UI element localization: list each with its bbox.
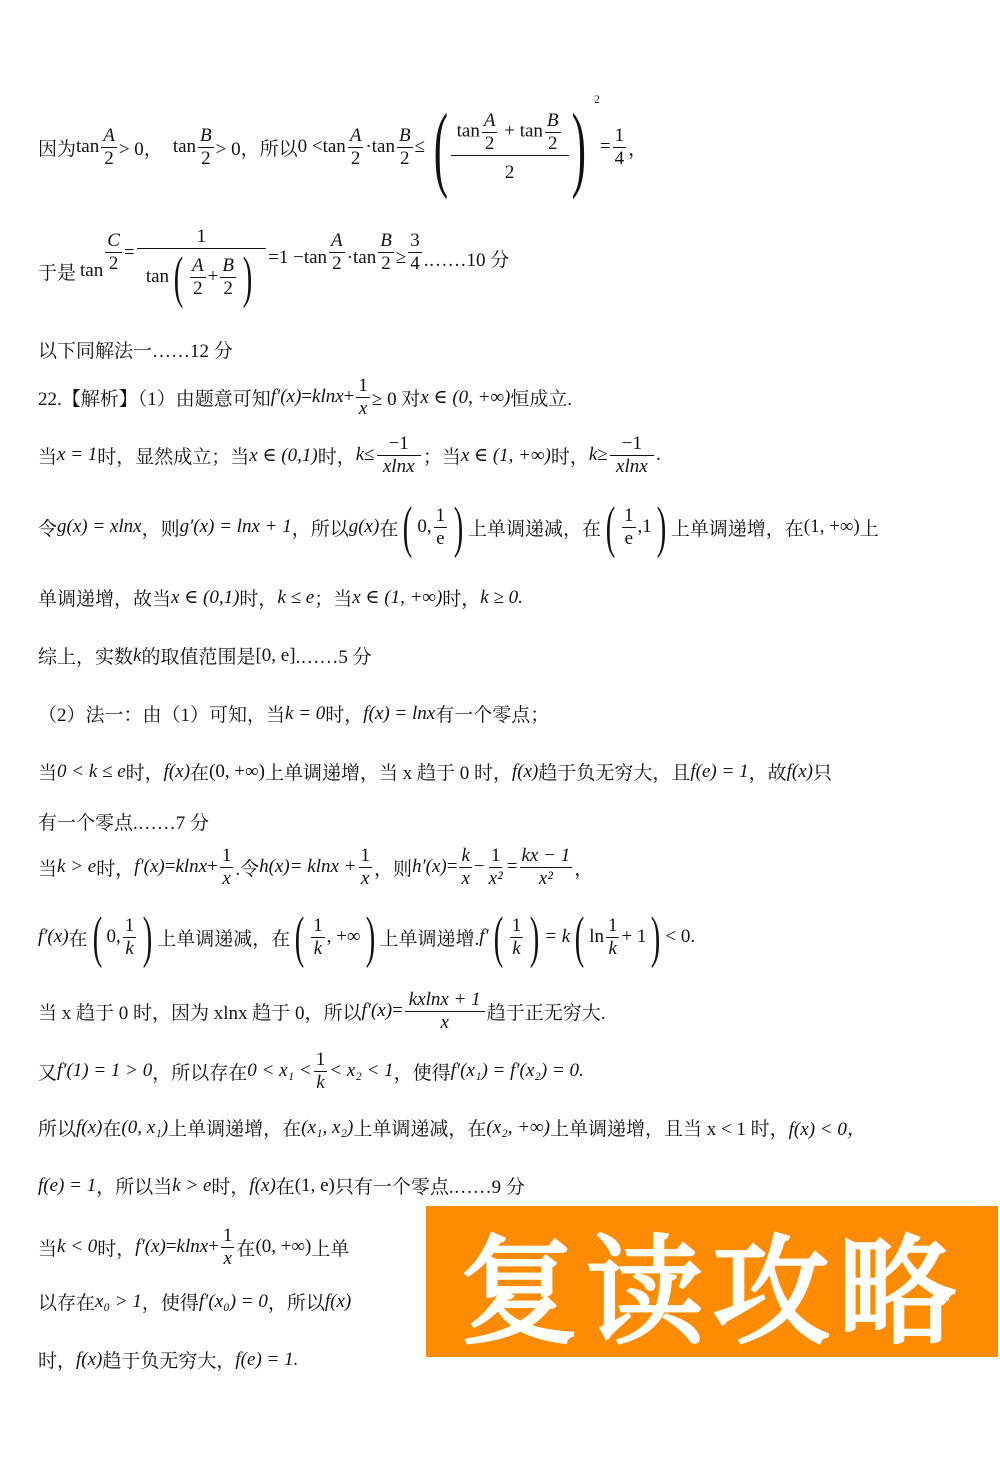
math: f′(x) bbox=[270, 386, 302, 407]
text: 令 bbox=[38, 518, 58, 540]
text: 趋于负无穷大，且 bbox=[538, 763, 691, 784]
text: 上单调递增，当 x 趋于 0 时， bbox=[264, 763, 512, 784]
line-2: 于是 tan $\frac{C}{2}$ = 1 tan ( $\frac{A}{2}$ + $\frac{B}{2}$ ) = 1 − tan $\frac{A}{2}$ · tan $\frac{B}{2}$ ≥ $\frac{3}{4}$ .……10 分 bbox=[38, 226, 510, 309]
tan: tan bbox=[76, 136, 100, 157]
text: 因为 bbox=[38, 138, 77, 160]
text: 于是 bbox=[38, 262, 77, 284]
math: f′(x) bbox=[135, 1236, 166, 1257]
math: g(x) bbox=[348, 516, 380, 537]
text: 又 bbox=[38, 1062, 58, 1084]
math: f′(x) bbox=[361, 1000, 393, 1021]
line-11 bbox=[38, 808, 209, 835]
text: · bbox=[346, 247, 353, 269]
math: f′(x) bbox=[38, 926, 69, 947]
math: g′(x) = lnx + 1 bbox=[179, 516, 292, 537]
text: ，则 bbox=[374, 858, 413, 880]
math: f(x) bbox=[249, 1174, 276, 1196]
math: (0, x₁) bbox=[121, 1116, 169, 1138]
math: = k bbox=[544, 926, 571, 947]
text: 所以 bbox=[38, 1119, 77, 1140]
line-19 bbox=[38, 1288, 351, 1315]
watermark-text: 复读攻略 bbox=[459, 1222, 964, 1361]
text: ，使得 bbox=[393, 1062, 451, 1084]
math: f(x) bbox=[511, 760, 539, 782]
text: 的取值范围是 bbox=[141, 647, 256, 668]
line-6: 令 g(x) = xlnx ，则 g′(x) = lnx + 1 ，所以 g(x) 在 ( 0, $\frac{1}{e}$ ) 上单调递减，在 ( $\frac{1}{e}$ ,1 ) 上单调递增，在 (1, +∞) 上 bbox=[38, 495, 879, 559]
text: 时， bbox=[239, 589, 278, 610]
line-15: 又 f′(1) = 1 > 0 ，所以存在 0 < x₁ < $\frac{1}{k}$ < x₂ < 1 ，使得 f′(x₁) = f′(x₂) = 0. bbox=[38, 1048, 584, 1093]
line-9 bbox=[38, 700, 549, 727]
tan: tan bbox=[322, 136, 346, 157]
text: = bbox=[165, 1236, 177, 1257]
text: > 0， bbox=[215, 138, 260, 160]
math: 0 < x₁ < bbox=[247, 1060, 312, 1081]
math: 0, bbox=[417, 516, 432, 537]
text: 在 bbox=[68, 928, 88, 950]
fraction: $\frac{C}{2}$ bbox=[107, 230, 120, 274]
text: 时， bbox=[442, 589, 481, 610]
line-10 bbox=[38, 758, 832, 785]
math: klnx bbox=[312, 386, 344, 407]
line-18: 当 k < 0 时， f′(x) = klnx + $\frac{1}{x}$ 在 (0, +∞) 上单 bbox=[38, 1224, 350, 1269]
line-7 bbox=[38, 584, 523, 611]
text: 所以 bbox=[259, 138, 298, 160]
score-marker: .……5 分 bbox=[295, 647, 372, 668]
math: h′(x) bbox=[412, 856, 447, 877]
math: f(x) bbox=[76, 1348, 103, 1370]
text: · bbox=[365, 136, 372, 157]
line-14: 当 x 趋于 0 时，因为 xlnx 趋于 0，所以 f′(x) = $\frac{kxlnx + 1}{x}$ 趋于正无穷大. bbox=[38, 988, 606, 1033]
math: (1, +∞) bbox=[803, 516, 860, 537]
math: x ∈ (0,1) bbox=[249, 444, 318, 466]
math: f(e) = 1 bbox=[38, 1174, 97, 1196]
math: ,1 bbox=[637, 516, 652, 537]
left-paren: ( bbox=[433, 93, 448, 200]
tan: tan bbox=[172, 136, 197, 157]
fraction: 1 tan ( $\frac{A}{2}$ + $\frac{B}{2}$ ) bbox=[137, 226, 267, 306]
text: ，所以当 bbox=[96, 1177, 173, 1198]
text: 上单调递增，且当 x < 1 时， bbox=[549, 1119, 789, 1140]
text: ，使得 bbox=[141, 1293, 199, 1314]
line-1 bbox=[38, 92, 647, 202]
fraction: $\frac{A}{2}$ bbox=[349, 124, 362, 169]
text: 上单调递增，在 bbox=[168, 1119, 302, 1140]
math: (0, +∞) bbox=[255, 1236, 312, 1257]
text: 以下同解法一……12 分 bbox=[38, 341, 233, 362]
math: < x₂ < 1 bbox=[329, 1060, 394, 1081]
text: = bbox=[301, 386, 313, 407]
text: 只 bbox=[812, 763, 832, 784]
line-20 bbox=[38, 1346, 298, 1373]
text: ；当 bbox=[314, 589, 353, 610]
line-17 bbox=[38, 1172, 525, 1199]
math: f(e) = 1 bbox=[690, 760, 749, 782]
math: (x₁, x₂) bbox=[301, 1116, 354, 1138]
text: ，所以存在 bbox=[152, 1062, 248, 1084]
text: > 0， bbox=[118, 138, 163, 160]
text: 1 − bbox=[278, 247, 304, 269]
text: 综上，实数 bbox=[38, 647, 134, 668]
fraction: $\frac{A}{2}$ bbox=[103, 124, 115, 169]
text: = bbox=[446, 856, 458, 877]
text: + bbox=[343, 386, 355, 407]
text: + bbox=[207, 856, 218, 877]
text: 在 bbox=[190, 763, 210, 784]
text: . bbox=[655, 444, 661, 465]
math: x₀ > 1 bbox=[95, 1290, 142, 1312]
math: f′(x₁) = f′(x₂) = 0. bbox=[450, 1060, 584, 1081]
text: = bbox=[392, 1000, 403, 1021]
line-5 bbox=[38, 428, 661, 482]
tan: tan bbox=[371, 136, 395, 157]
right-paren: ) bbox=[571, 93, 586, 200]
text: ，所以 bbox=[291, 518, 349, 540]
text: 当 x 趋于 0 时，因为 xlnx 趋于 0，所以 bbox=[38, 1002, 362, 1024]
fraction: $\frac{-1}{xlnx}$ bbox=[610, 433, 654, 478]
text: 有一个零点； bbox=[435, 705, 550, 726]
text: （2）法一：由（1）可知，当 bbox=[38, 705, 286, 726]
text: 趋于负无穷大， bbox=[102, 1351, 236, 1372]
text: = bbox=[123, 242, 135, 263]
text: = bbox=[599, 136, 611, 157]
math: klnx bbox=[175, 856, 208, 877]
text: = bbox=[164, 856, 176, 877]
text: 时， bbox=[211, 1177, 250, 1198]
text: ， bbox=[628, 138, 648, 160]
text: < 0. bbox=[665, 926, 696, 947]
text: 时， bbox=[317, 446, 356, 468]
fraction: $\frac{B}{2}$ bbox=[398, 124, 411, 169]
text: ≤ bbox=[364, 444, 375, 465]
text: 时，显然成立；当 bbox=[97, 446, 250, 468]
text: 上单调递减，在 bbox=[157, 928, 291, 950]
math: (x₂, +∞) bbox=[486, 1116, 550, 1138]
text: ≤ bbox=[414, 136, 426, 157]
fraction: $\frac{B}{2}$ bbox=[200, 124, 212, 169]
math: g(x) = xlnx bbox=[57, 516, 142, 537]
text: 上单调递增，在 bbox=[670, 518, 804, 540]
text: ，故 bbox=[748, 763, 787, 784]
score-marker: 只有一个零点.……9 分 bbox=[334, 1177, 525, 1198]
text: = bbox=[506, 856, 518, 877]
math: k > e bbox=[57, 856, 97, 877]
text: 时， bbox=[550, 446, 589, 468]
math: 0 < k ≤ e bbox=[57, 760, 126, 782]
math: klnx bbox=[176, 1236, 209, 1257]
math: x ∈ (1, +∞) bbox=[460, 444, 551, 466]
text: 上 bbox=[859, 518, 879, 540]
text: 上单调递减，在 bbox=[468, 518, 602, 540]
fraction: $\frac{1}{4}$ bbox=[614, 124, 625, 169]
tan: tan bbox=[352, 247, 377, 269]
text: 上单调递减，在 bbox=[353, 1119, 487, 1140]
text: 0 < bbox=[297, 136, 323, 157]
text: 时， bbox=[96, 858, 135, 880]
math: f(x) bbox=[324, 1290, 352, 1312]
text: + bbox=[208, 1236, 219, 1257]
text: ≥ 0 对 bbox=[371, 388, 421, 410]
text: ；当 bbox=[422, 446, 461, 468]
math: x ∈ (0,1) bbox=[171, 587, 240, 608]
math: k = 0 bbox=[285, 702, 326, 724]
text: ，则 bbox=[141, 518, 180, 540]
text: 当 bbox=[38, 763, 58, 784]
text: .令 bbox=[235, 858, 260, 880]
math: (0, +∞) bbox=[209, 760, 265, 782]
text: ≥ bbox=[395, 247, 407, 269]
math: f(x) bbox=[163, 760, 191, 782]
line-16 bbox=[38, 1114, 866, 1141]
text: 上单调递增. bbox=[379, 928, 480, 950]
text: ≥ bbox=[597, 444, 608, 465]
math: k ≤ e bbox=[277, 586, 315, 608]
math: x ∈ (0, +∞) bbox=[420, 386, 511, 408]
math: f(x) bbox=[76, 1116, 103, 1138]
math: f′(1) = 1 > 0 bbox=[57, 1060, 153, 1081]
math: (1, e) bbox=[294, 1174, 335, 1196]
math: f′(x) bbox=[134, 856, 165, 877]
math: = klnx + bbox=[289, 856, 357, 877]
line-3 bbox=[38, 336, 233, 363]
text: = bbox=[268, 247, 279, 269]
tan: tan bbox=[303, 247, 328, 269]
text: 趋于正无穷大. bbox=[486, 1002, 606, 1024]
text: 当 bbox=[38, 858, 58, 880]
math: k bbox=[355, 444, 365, 465]
math: f(x) bbox=[786, 760, 813, 782]
text: 当 bbox=[38, 1238, 58, 1260]
text: 恒成立. bbox=[510, 388, 573, 410]
line-4 bbox=[38, 370, 572, 424]
text: 在 bbox=[275, 1177, 295, 1198]
fraction: tan $\frac{A}{2}$ + tan $\frac{B}{2}$ 2 bbox=[451, 110, 569, 184]
text: 在 bbox=[379, 518, 399, 540]
exponent: 2 bbox=[594, 94, 600, 106]
math: k ≥ 0. bbox=[480, 586, 523, 608]
text: 在 bbox=[102, 1119, 122, 1140]
line-13: f′(x) 在 ( 0, $\frac{1}{k}$ ) 上单调递减，在 ( $\frac{1}{k}$ , +∞ ) 上单调递增. f′ ( $\frac{1}{k}$ ) = k ( ln $\frac{1}{k}$ + 1 ) < 0. bbox=[38, 905, 696, 969]
math: f(x) < 0， bbox=[788, 1119, 866, 1140]
math: x = 1 bbox=[57, 444, 98, 465]
question-heading: 22.【解析】（1）由题意可知 bbox=[38, 388, 271, 410]
text: 单调递增，故当 bbox=[38, 589, 172, 610]
math: k > e bbox=[172, 1174, 212, 1196]
math: k bbox=[133, 644, 142, 666]
text: 时， bbox=[125, 763, 164, 784]
math: k bbox=[588, 444, 598, 465]
text: − bbox=[473, 856, 485, 877]
watermark-banner bbox=[426, 1206, 998, 1361]
math: k < 0 bbox=[57, 1236, 98, 1257]
score-marker: .……10 分 bbox=[423, 249, 510, 271]
math: [0, e] bbox=[255, 644, 296, 666]
math: x ∈ (1, +∞) bbox=[352, 587, 443, 608]
score-marker: 有一个零点.……7 分 bbox=[38, 813, 210, 834]
text: ，所以 bbox=[267, 1293, 325, 1314]
math: f(x) = lnx bbox=[363, 702, 436, 724]
math: h(x) bbox=[259, 856, 290, 877]
fraction: $\frac{-1}{xlnx}$ bbox=[377, 433, 421, 478]
math: f′ bbox=[479, 926, 489, 947]
math: f′(x₀) = 0 bbox=[198, 1290, 268, 1312]
text: 时， bbox=[325, 705, 364, 726]
tan: tan bbox=[80, 260, 104, 281]
text: 以存在 bbox=[38, 1293, 96, 1314]
line-12: 当 k > e 时， f′(x) = klnx + $\frac{1}{x}$ .令 h(x) = klnx + $\frac{1}{x}$ ，则 h′(x) = $\frac{k}{x}$ − $\frac{1}{\text{x²}}$ = $\frac{kx - 1}{\text{x²}}$ ， bbox=[38, 844, 594, 889]
text: 在 bbox=[236, 1238, 256, 1260]
text: ， bbox=[574, 858, 594, 880]
text: 时， bbox=[97, 1238, 136, 1260]
line-8 bbox=[38, 642, 372, 669]
math: f(e) = 1. bbox=[235, 1348, 299, 1370]
text: 上单 bbox=[311, 1238, 350, 1260]
text: 当 bbox=[38, 446, 58, 468]
text: 时， bbox=[38, 1351, 77, 1372]
fraction: $\frac{1}{x}$ bbox=[358, 374, 368, 419]
